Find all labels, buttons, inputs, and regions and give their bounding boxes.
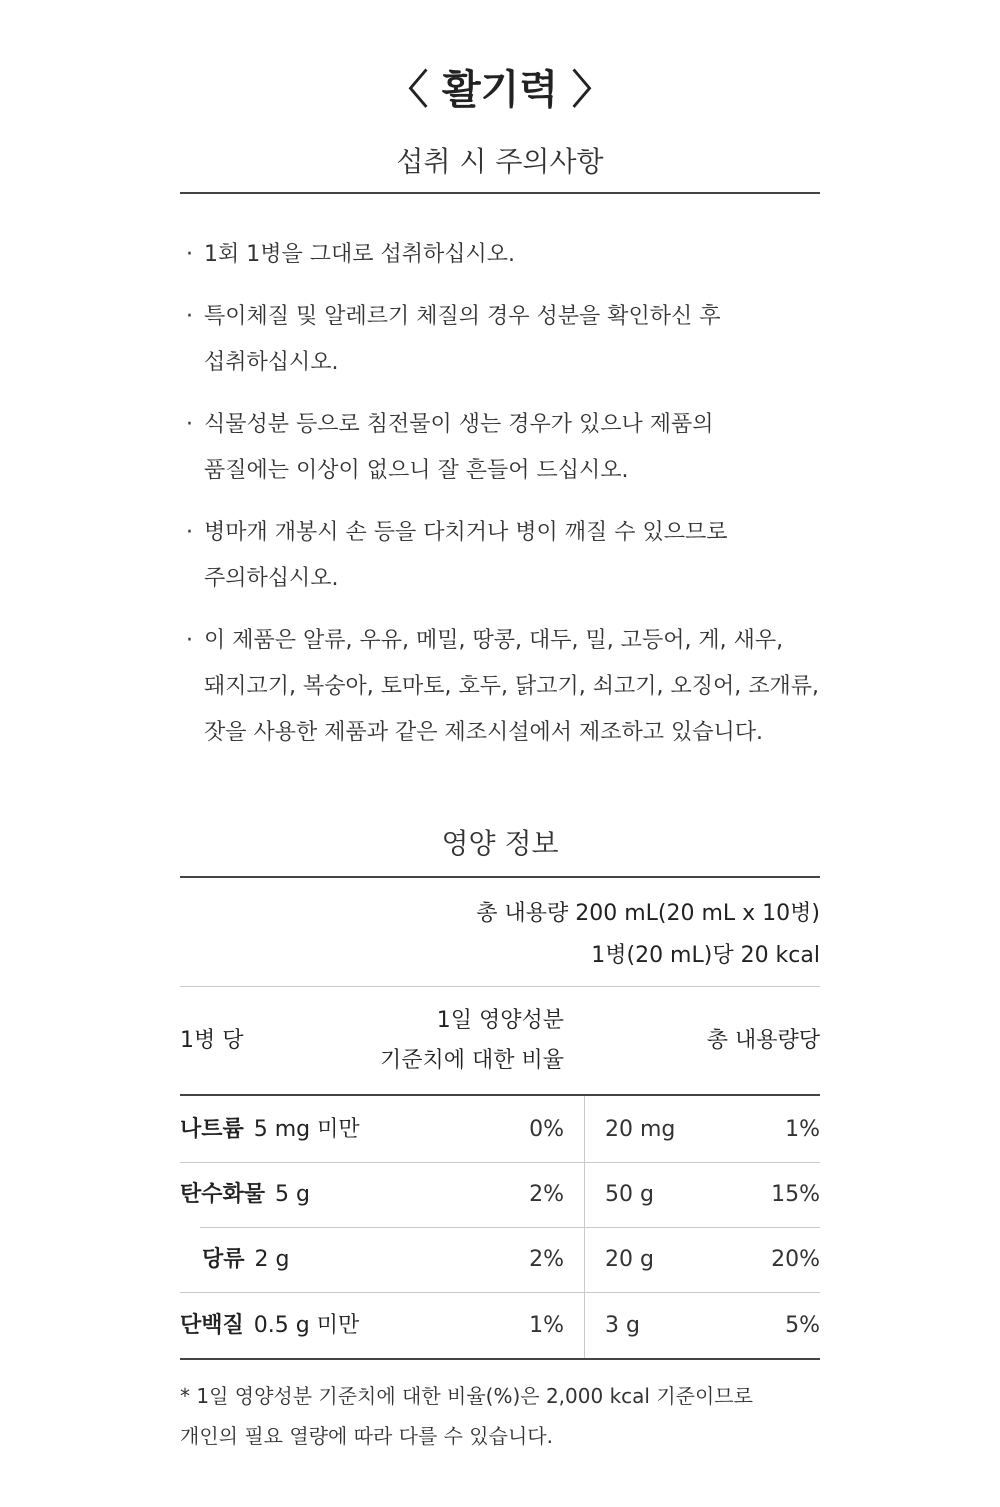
daily-percent: 2% [529,1247,564,1272]
daily-percent: 2% [529,1182,564,1207]
header-daily-ratio-line2: 기준치에 대한 비율 [379,1048,564,1073]
nutrient-name: 단백질 [180,1313,244,1338]
total-amount: 20 g [605,1247,654,1272]
nutrient-amount: 0.5 g 미만 [253,1313,360,1338]
cautions-heading: 섭취 시 주의사항 [396,145,604,178]
nutrient-name: 당류 [202,1247,245,1272]
total-percent: 5% [785,1313,820,1338]
total-volume: 총 내용량 200 mL(20 mL x 10병) [476,901,820,926]
header-daily-ratio-line1: 1일 영양성분 [436,1008,564,1033]
nutrition-heading: 영양 정보 [441,827,559,860]
table-bottom-divider [180,1358,820,1360]
totals-divider [180,986,820,987]
table-header-divider [180,1094,820,1096]
footnote: * 1일 영양성분 기준치에 대한 비율(%)은 2,000 kcal 기준이므로 개인의 필요 열량에 따라 다를 수 있습니다. [180,1384,753,1448]
total-percent: 1% [785,1117,820,1142]
nutrient-amount: 5 g [275,1182,310,1207]
header-per-total: 총 내용량당 [706,1028,820,1053]
caution-item: · 특이체질 및 알레르기 체질의 경우 성분을 확인하신 후 섭취하십시오. [184,294,824,386]
caution-item: · 식물성분 등으로 침전물이 생는 경우가 있으나 제품의 품질에는 이상이 없으니 잘 흔들어 드십시오. [184,402,824,494]
table-row [180,1294,820,1358]
caution-item: · 1회 1병을 그대로 섭취하십시오. [184,232,824,278]
total-amount: 3 g [605,1313,640,1338]
table-row [180,1228,820,1292]
header-per-bottle: 1병 당 [180,1028,244,1053]
cautions-list [184,232,824,772]
table-row [180,1098,820,1162]
nutrient-name: 나트륨 [180,1117,244,1142]
nutrient-amount: 5 mg 미만 [253,1117,360,1142]
cautions-divider [180,192,820,194]
row-divider [180,1292,820,1293]
nutrient-name: 탄수화물 [180,1182,266,1207]
table-row [180,1163,820,1227]
total-amount: 20 mg [605,1117,676,1142]
caution-item: · 이 제품은 알류, 우유, 메밀, 땅콩, 대두, 밀, 고등어, 게, 새우, 돼지고기, 복숭아, 토마토, 호두, 닭고기, 쇠고기, 오징어, 조개류, 잣을 사용한 제품과 같은 제조시설에서 제조하고 있습니다. [184,618,824,756]
total-percent: 15% [771,1182,820,1207]
total-amount: 50 g [605,1182,654,1207]
daily-percent: 1% [529,1313,564,1338]
daily-percent: 0% [529,1117,564,1142]
total-percent: 20% [771,1247,820,1272]
nutrition-top-divider [180,876,820,878]
nutrient-amount: 2 g [254,1247,290,1272]
caution-item: · 병마개 개봉시 손 등을 다치거나 병이 깨질 수 있으므로 주의하십시오. [184,510,824,602]
product-title: 〈 활기력 〉 [388,67,612,113]
per-serving-kcal: 1병(20 mL)당 20 kcal [591,943,820,968]
